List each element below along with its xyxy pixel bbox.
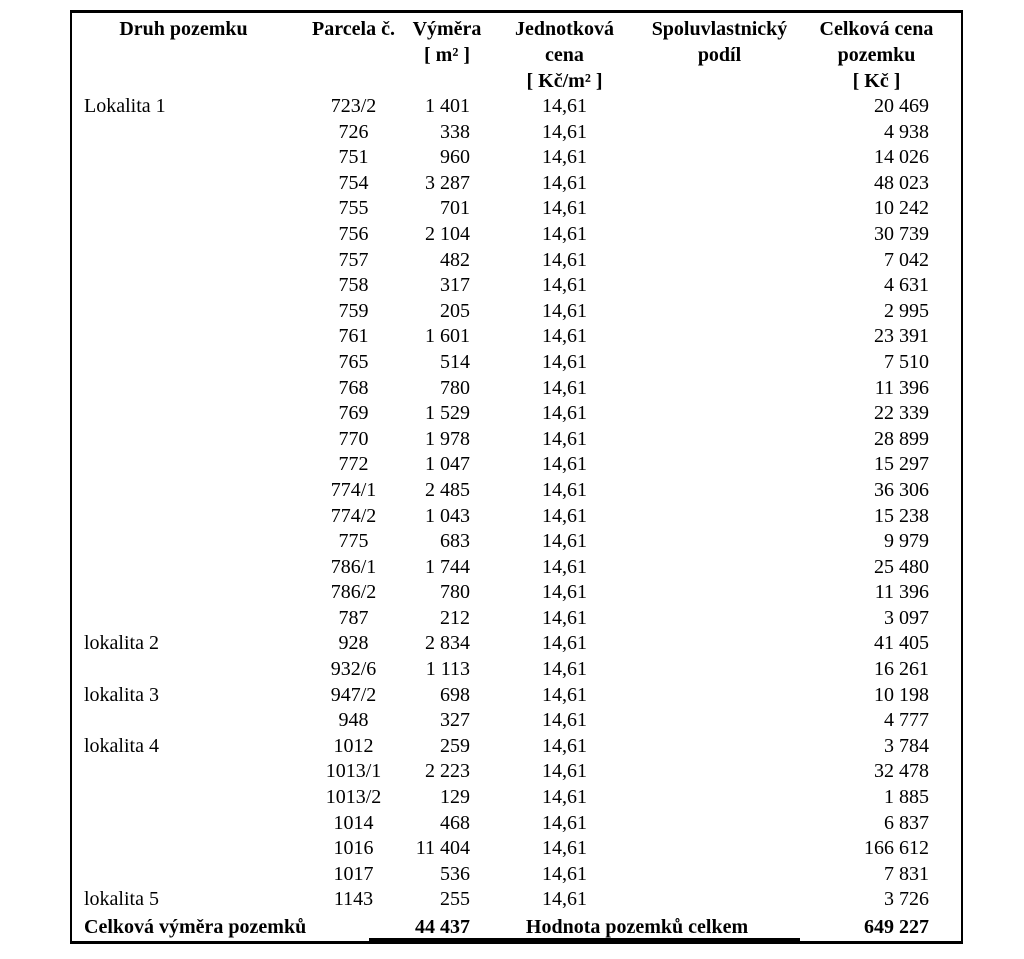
cell-parcela: 765 <box>338 350 369 373</box>
cell-cena: 14,61 <box>542 888 587 911</box>
cell-parcela: 1012 <box>333 734 374 757</box>
cell-vymera: 2 223 <box>425 760 470 783</box>
table-row <box>72 734 961 760</box>
cell-vymera: 259 <box>440 734 470 757</box>
cell-druh <box>72 299 295 325</box>
cell-cena: 14,61 <box>542 453 587 476</box>
cell-vymera: 1 744 <box>425 555 470 578</box>
header-line: [ Kč/m² ] <box>526 70 603 92</box>
cell-podil <box>647 376 792 402</box>
cell-podil <box>647 734 792 760</box>
header-line: Druh pozemku <box>119 18 248 40</box>
cell-celkem: 25 480 <box>874 555 929 578</box>
cell-podil <box>647 580 792 606</box>
cell-celkem: 166 612 <box>864 837 929 860</box>
cell-podil <box>647 529 792 555</box>
table-row <box>72 631 961 657</box>
cell-celkem: 10 198 <box>874 683 929 706</box>
header-line: Výměra <box>412 18 482 40</box>
header-vymera <box>412 13 482 94</box>
cell-celkem: 20 469 <box>874 95 929 117</box>
cell-podil <box>647 836 792 862</box>
header-line: Spoluvlastnický <box>651 18 788 40</box>
cell-celkem: 2 995 <box>884 299 929 322</box>
table-row <box>72 120 961 146</box>
cell-celkem: 3 726 <box>884 888 929 911</box>
cell-celkem: 15 297 <box>874 453 929 476</box>
header-line: pozemku <box>837 44 916 66</box>
header-jednotkova-cena <box>482 13 647 94</box>
cell-parcela: 758 <box>338 274 369 297</box>
cell-cena: 14,61 <box>542 171 587 194</box>
cell-cena: 14,61 <box>542 402 587 425</box>
cell-parcela: 770 <box>338 427 369 450</box>
header-parcela-cislo <box>295 13 412 94</box>
cell-vymera: 317 <box>440 274 470 297</box>
cell-celkem: 10 242 <box>874 197 929 220</box>
cell-cena: 14,61 <box>542 95 587 117</box>
cell-parcela: 948 <box>338 709 369 732</box>
cell-cena: 14,61 <box>542 274 587 297</box>
table-row <box>72 427 961 453</box>
table-row <box>72 376 961 402</box>
table-footer <box>72 913 961 941</box>
table-row <box>72 478 961 504</box>
cell-parcela: 751 <box>338 146 369 169</box>
cell-vymera: 536 <box>440 862 470 885</box>
cell-podil <box>647 324 792 350</box>
cell-cena: 14,61 <box>542 811 587 834</box>
cell-vymera: 11 404 <box>415 837 470 860</box>
cell-druh <box>72 657 295 683</box>
cell-celkem: 36 306 <box>874 478 929 501</box>
cell-vymera: 327 <box>440 709 470 732</box>
cell-vymera: 1 113 <box>425 658 470 681</box>
table-row <box>72 94 961 120</box>
cell-podil <box>647 222 792 248</box>
cell-podil <box>647 862 792 888</box>
cell-vymera: 960 <box>440 146 470 169</box>
cell-parcela: 932/6 <box>330 658 377 681</box>
cell-druh <box>72 606 295 632</box>
cell-druh <box>72 759 295 785</box>
cell-podil <box>647 427 792 453</box>
cell-parcela: 787 <box>338 606 369 629</box>
cell-vymera: 2 834 <box>425 632 470 655</box>
cell-cena: 14,61 <box>542 530 587 553</box>
cell-parcela: 947/2 <box>330 683 377 706</box>
cell-vymera: 2 104 <box>425 222 470 245</box>
cell-cena: 14,61 <box>542 786 587 809</box>
cell-druh <box>72 836 295 862</box>
header-line: cena <box>545 44 584 66</box>
table-row <box>72 759 961 785</box>
header-line: Parcela č. <box>312 18 395 40</box>
cell-vymera: 698 <box>440 683 470 706</box>
table-row <box>72 248 961 274</box>
cell-vymera: 514 <box>440 350 470 373</box>
cell-cena: 14,61 <box>542 606 587 629</box>
header-line: Celková cena <box>819 18 934 40</box>
cell-vymera: 482 <box>440 248 470 271</box>
cell-parcela: 1013/1 <box>325 760 382 783</box>
cell-podil <box>647 887 792 913</box>
cell-cena: 14,61 <box>542 427 587 450</box>
land-valuation-table <box>72 13 961 941</box>
cell-podil <box>647 631 792 657</box>
cell-parcela: 768 <box>338 376 369 399</box>
cell-druh: lokalita 5 <box>84 888 159 911</box>
cell-vymera: 338 <box>440 120 470 143</box>
cell-celkem: 48 023 <box>874 171 929 194</box>
cell-parcela: 775 <box>338 530 369 553</box>
cell-vymera: 780 <box>440 581 470 604</box>
total-value-label: Hodnota pozemků celkem <box>525 916 749 938</box>
cell-podil <box>647 196 792 222</box>
table-row <box>72 171 961 197</box>
cell-vymera: 468 <box>440 811 470 834</box>
cell-celkem: 14 026 <box>874 146 929 169</box>
footer-thick-rule <box>369 938 800 941</box>
cell-celkem: 4 777 <box>884 709 929 732</box>
cell-parcela: 757 <box>338 248 369 271</box>
cell-parcela: 726 <box>338 120 369 143</box>
table-row <box>72 555 961 581</box>
table-row <box>72 196 961 222</box>
cell-celkem: 4 938 <box>884 120 929 143</box>
cell-cena: 14,61 <box>542 146 587 169</box>
cell-cena: 14,61 <box>542 632 587 655</box>
header-spoluvlastnicky-podil <box>647 13 792 94</box>
cell-druh <box>72 580 295 606</box>
cell-druh <box>72 401 295 427</box>
cell-celkem: 22 339 <box>874 402 929 425</box>
cell-vymera: 2 485 <box>425 478 470 501</box>
cell-druh <box>72 324 295 350</box>
total-area-label: Celková výměra pozemků <box>84 916 307 938</box>
cell-cena: 14,61 <box>542 350 587 373</box>
cell-celkem: 7 042 <box>884 248 929 271</box>
table-body <box>72 94 961 913</box>
cell-druh <box>72 529 295 555</box>
table-row <box>72 887 961 913</box>
cell-podil <box>647 683 792 709</box>
cell-podil <box>647 145 792 171</box>
table-row <box>72 401 961 427</box>
cell-parcela: 769 <box>338 402 369 425</box>
table-row <box>72 785 961 811</box>
cell-podil <box>647 171 792 197</box>
cell-vymera: 255 <box>440 888 470 911</box>
cell-podil <box>647 606 792 632</box>
cell-parcela: 723/2 <box>330 95 377 117</box>
table-row <box>72 811 961 837</box>
cell-cena: 14,61 <box>542 197 587 220</box>
cell-celkem: 28 899 <box>874 427 929 450</box>
cell-cena: 14,61 <box>542 325 587 348</box>
cell-parcela: 928 <box>338 632 369 655</box>
cell-podil <box>647 657 792 683</box>
table-row <box>72 324 961 350</box>
cell-parcela: 756 <box>338 222 369 245</box>
cell-vymera: 3 287 <box>425 171 470 194</box>
header-row <box>72 13 961 94</box>
cell-druh <box>72 478 295 504</box>
cell-celkem: 7 510 <box>884 350 929 373</box>
table-row <box>72 708 961 734</box>
cell-druh <box>72 555 295 581</box>
cell-cena: 14,61 <box>542 683 587 706</box>
table-row <box>72 580 961 606</box>
table-row <box>72 504 961 530</box>
cell-celkem: 23 391 <box>874 325 929 348</box>
cell-cena: 14,61 <box>542 734 587 757</box>
land-valuation-table-frame <box>70 10 963 944</box>
cell-podil <box>647 555 792 581</box>
cell-druh: Lokalita 1 <box>84 95 166 117</box>
cell-druh <box>72 248 295 274</box>
cell-podil <box>647 478 792 504</box>
cell-vymera: 780 <box>440 376 470 399</box>
cell-cena: 14,61 <box>542 581 587 604</box>
cell-podil <box>647 811 792 837</box>
table-row <box>72 657 961 683</box>
cell-vymera: 1 529 <box>425 402 470 425</box>
cell-podil <box>647 759 792 785</box>
header-line: Jednotková <box>515 18 614 40</box>
cell-cena: 14,61 <box>542 862 587 885</box>
cell-vymera: 1 601 <box>425 325 470 348</box>
cell-celkem: 41 405 <box>874 632 929 655</box>
cell-parcela: 774/1 <box>330 478 377 501</box>
cell-druh <box>72 376 295 402</box>
cell-podil <box>647 708 792 734</box>
table-row <box>72 350 961 376</box>
table-row <box>72 222 961 248</box>
cell-podil <box>647 94 792 120</box>
cell-celkem: 3 097 <box>884 606 929 629</box>
cell-druh <box>72 273 295 299</box>
cell-celkem: 1 885 <box>884 786 929 809</box>
cell-druh <box>72 145 295 171</box>
cell-druh: lokalita 4 <box>84 734 159 757</box>
cell-parcela: 1143 <box>333 888 374 911</box>
cell-vymera: 683 <box>440 530 470 553</box>
cell-parcela: 755 <box>338 197 369 220</box>
cell-cena: 14,61 <box>542 760 587 783</box>
totals-row <box>72 913 961 941</box>
cell-podil <box>647 401 792 427</box>
cell-cena: 14,61 <box>542 555 587 578</box>
cell-celkem: 32 478 <box>874 760 929 783</box>
cell-vymera: 1 043 <box>425 504 470 527</box>
cell-celkem: 4 631 <box>884 274 929 297</box>
cell-podil <box>647 120 792 146</box>
cell-cena: 14,61 <box>542 837 587 860</box>
cell-druh <box>72 196 295 222</box>
cell-druh <box>72 811 295 837</box>
cell-celkem: 11 396 <box>874 376 929 399</box>
cell-druh <box>72 708 295 734</box>
table-row <box>72 606 961 632</box>
cell-celkem: 9 979 <box>884 530 929 553</box>
cell-vymera: 212 <box>440 606 470 629</box>
cell-podil <box>647 785 792 811</box>
cell-druh <box>72 452 295 478</box>
cell-parcela: 786/1 <box>330 555 377 578</box>
cell-cena: 14,61 <box>542 248 587 271</box>
header-line: podíl <box>697 44 742 66</box>
table-row <box>72 683 961 709</box>
cell-celkem: 11 396 <box>874 581 929 604</box>
header-line: [ Kč ] <box>852 70 901 92</box>
cell-celkem: 7 831 <box>884 862 929 885</box>
table-row <box>72 862 961 888</box>
cell-parcela: 772 <box>338 453 369 476</box>
cell-podil <box>647 248 792 274</box>
cell-cena: 14,61 <box>542 222 587 245</box>
cell-druh <box>72 427 295 453</box>
cell-druh <box>72 350 295 376</box>
cell-cena: 14,61 <box>542 504 587 527</box>
cell-druh <box>72 120 295 146</box>
cell-celkem: 6 837 <box>884 811 929 834</box>
total-value-amount: 649 227 <box>864 916 929 938</box>
cell-parcela: 761 <box>338 325 369 348</box>
table-header <box>72 13 961 94</box>
cell-vymera: 701 <box>440 197 470 220</box>
cell-podil <box>647 273 792 299</box>
cell-cena: 14,61 <box>542 658 587 681</box>
cell-podil <box>647 299 792 325</box>
header-druh-pozemku <box>72 13 295 94</box>
cell-druh <box>72 862 295 888</box>
cell-vymera: 1 401 <box>425 95 470 117</box>
total-area-value: 44 437 <box>415 916 470 938</box>
cell-parcela: 1014 <box>333 811 374 834</box>
cell-vymera: 1 047 <box>425 453 470 476</box>
cell-podil <box>647 452 792 478</box>
table-row <box>72 452 961 478</box>
cell-podil <box>647 504 792 530</box>
cell-parcela: 1013/2 <box>325 786 382 809</box>
cell-cena: 14,61 <box>542 478 587 501</box>
cell-vymera: 129 <box>440 786 470 809</box>
cell-celkem: 3 784 <box>884 734 929 757</box>
cell-cena: 14,61 <box>542 120 587 143</box>
cell-cena: 14,61 <box>542 376 587 399</box>
cell-parcela: 786/2 <box>330 581 377 604</box>
cell-cena: 14,61 <box>542 299 587 322</box>
cell-celkem: 30 739 <box>874 222 929 245</box>
cell-vymera: 1 978 <box>425 427 470 450</box>
cell-parcela: 1016 <box>333 837 374 860</box>
cell-druh: lokalita 2 <box>84 632 159 655</box>
cell-druh <box>72 171 295 197</box>
cell-druh <box>72 504 295 530</box>
cell-parcela: 754 <box>338 171 369 194</box>
table-row <box>72 273 961 299</box>
cell-druh <box>72 222 295 248</box>
cell-celkem: 15 238 <box>874 504 929 527</box>
cell-parcela: 1017 <box>333 862 374 885</box>
cell-druh: lokalita 3 <box>84 683 159 706</box>
cell-vymera: 205 <box>440 299 470 322</box>
table-row <box>72 836 961 862</box>
header-line: [ m² ] <box>424 44 470 66</box>
header-celkova-cena <box>792 13 961 94</box>
table-row <box>72 145 961 171</box>
cell-celkem: 16 261 <box>874 658 929 681</box>
cell-cena: 14,61 <box>542 709 587 732</box>
cell-druh <box>72 785 295 811</box>
table-row <box>72 529 961 555</box>
table-row <box>72 299 961 325</box>
cell-podil <box>647 350 792 376</box>
cell-parcela: 774/2 <box>330 504 377 527</box>
cell-parcela: 759 <box>338 299 369 322</box>
